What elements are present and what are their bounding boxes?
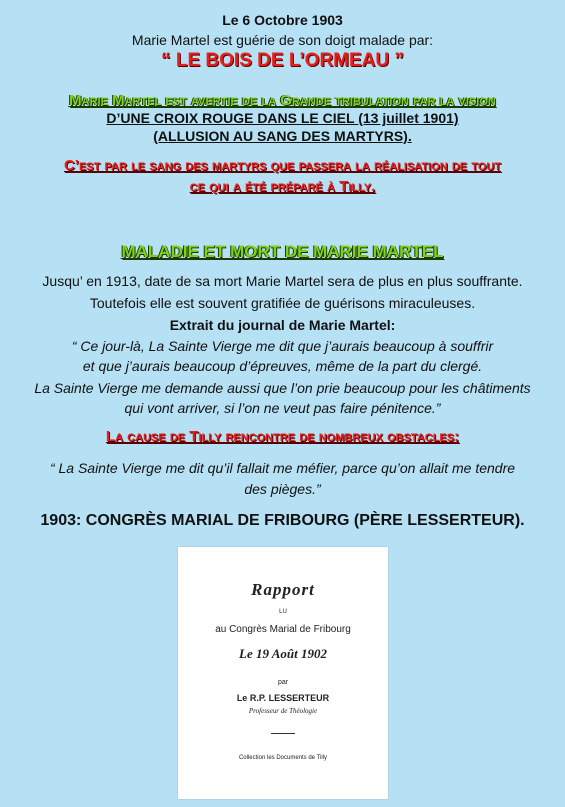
congres-heading: 1903: CONGRÈS MARIAL DE FRIBOURG (PÈRE LESSERTEUR). bbox=[40, 512, 525, 529]
quote-line-4: qui vont arriver, si l’on ne veut pas faire pénitence.” bbox=[124, 400, 441, 416]
allusion-text: (ALLUSION AU SANG DES MARTYRS). bbox=[153, 128, 412, 144]
doc-role: Professeur de Théologie bbox=[248, 707, 318, 715]
quote-line-2: et que j’aurais beaucoup d’épreuves, même de la part du clergé. bbox=[82, 358, 483, 374]
cause-heading: La cause de Tilly rencontre de nombreux obstacles: bbox=[105, 428, 460, 445]
quote-line-1: “ Ce jour-là, La Sainte Vierge me dit que j’aurais beaucoup à souffrir bbox=[71, 338, 494, 354]
croix-rouge-text: D’UNE CROIX ROUGE DANS LE CIEL (13 juillet 1901) bbox=[106, 110, 459, 126]
intro-text: Marie Martel est guérie de son doigt malade par: bbox=[131, 32, 434, 48]
extract-label: Extrait du journal de Marie Martel: bbox=[169, 317, 396, 333]
cause-quote-2: des pièges.” bbox=[244, 481, 321, 497]
martyrs-line-2: ce qui a été préparé à Tilly. bbox=[189, 178, 376, 195]
doc-congres: au Congrès Marial de Fribourg bbox=[215, 624, 351, 635]
doc-author: Le R.P. LESSERTEUR bbox=[236, 693, 330, 703]
section-title: MALADIE ET MORT DE MARIE MARTEL bbox=[121, 242, 444, 261]
headline-bois-ormeau: “ LE BOIS DE L’ORMEAU ” bbox=[161, 50, 404, 71]
doc-divider bbox=[271, 733, 295, 734]
doc-date: Le 19 Août 1902 bbox=[239, 646, 327, 661]
martyrs-line-1: C’est par le sang des martyrs que passera la réalisation de tout bbox=[63, 157, 502, 174]
doc-collection: Collection les Documents de Tilly bbox=[238, 755, 328, 761]
cause-quote-1: “ La Sainte Vierge me dit qu’il fallait me méfier, parce qu’on allait me tendre bbox=[49, 460, 516, 476]
date-heading: Le 6 Octobre 1903 bbox=[222, 12, 343, 28]
paragraph-1: Jusqu’ en 1913, date de sa mort Marie Martel sera de plus en plus souffrante. bbox=[42, 273, 523, 289]
doc-lu: LU bbox=[279, 609, 287, 615]
tribulation-heading: Marie Martel est avertie de la Grande tribulation par la vision bbox=[69, 92, 496, 109]
paragraph-2: Toutefois elle est souvent gratifiée de guérisons miraculeuses. bbox=[89, 295, 476, 311]
rapport-document-image bbox=[178, 547, 388, 799]
doc-title: Rapport bbox=[251, 580, 315, 599]
quote-line-3: La Sainte Vierge me demande aussi que l’on prie beaucoup pour les châtiments bbox=[34, 380, 531, 396]
doc-par: par bbox=[277, 679, 289, 686]
